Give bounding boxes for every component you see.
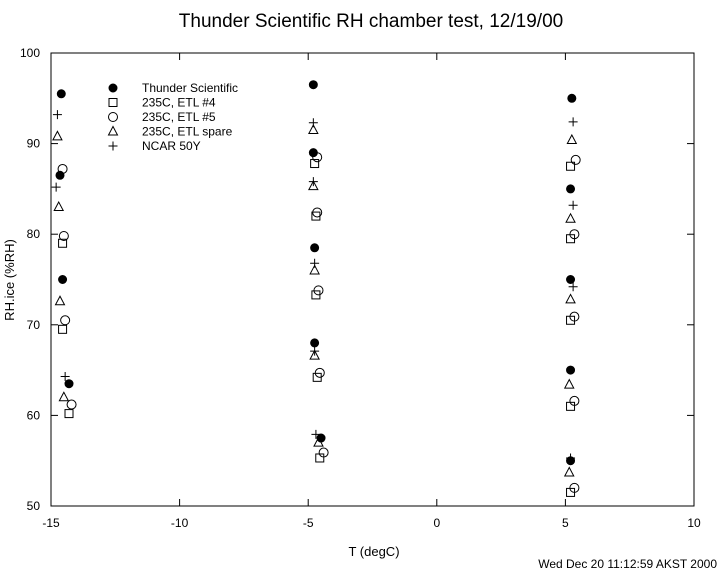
data-point [567, 185, 575, 193]
x-tick-label: -10 [170, 516, 189, 530]
data-point [310, 259, 319, 268]
legend-marker [109, 99, 117, 107]
data-point [569, 117, 578, 126]
data-point [567, 316, 575, 324]
y-tick-label: 90 [26, 136, 40, 151]
timestamp-footer: Wed Dec 20 11:12:59 AKST 2000 [538, 557, 717, 571]
data-point [568, 94, 576, 102]
data-point [53, 110, 62, 119]
y-tick-label: 50 [26, 499, 40, 513]
legend-marker [109, 113, 118, 122]
y-axis-label: RH.ice (%RH) [2, 239, 17, 321]
series-3 [53, 125, 576, 476]
legend [109, 81, 239, 153]
data-point [61, 316, 70, 325]
axis-ticks [20, 46, 701, 530]
data-point [567, 135, 576, 144]
data-point [54, 202, 63, 211]
data-point [309, 118, 318, 127]
data-point [67, 400, 76, 409]
data-point [566, 294, 575, 303]
data-point [52, 183, 61, 192]
legend-label: 235C, ETL #5 [142, 110, 216, 124]
data-point [53, 131, 62, 140]
data-point [571, 155, 580, 164]
data-point [65, 410, 73, 418]
data-point [59, 276, 67, 284]
y-tick-label: 80 [26, 227, 40, 242]
data-point [566, 214, 575, 223]
data-point [65, 380, 73, 388]
data-point [314, 286, 323, 295]
legend-marker [109, 84, 117, 92]
data-point [567, 366, 575, 374]
data-marks [52, 81, 581, 497]
legend-label: 235C, ETL #4 [142, 95, 216, 110]
legend-marker [109, 127, 118, 136]
series-4 [52, 110, 578, 462]
data-point [311, 339, 319, 347]
data-point [569, 201, 578, 210]
x-tick-label: 10 [687, 516, 701, 530]
data-point [59, 325, 67, 333]
x-tick-label: -15 [42, 516, 60, 530]
data-point [315, 368, 324, 377]
data-point [57, 90, 65, 98]
chart-title: Thunder Scientific RH chamber test, 12/19/00 [178, 11, 564, 32]
series-0 [56, 81, 576, 465]
x-tick-label: -5 [302, 516, 314, 530]
legend-label: Thunder Scientific [142, 81, 239, 95]
x-axis-label: T (degC) [348, 544, 400, 559]
data-point [310, 347, 319, 356]
x-tick-label: 5 [562, 516, 569, 530]
data-point [565, 380, 574, 389]
y-tick-label: 70 [26, 317, 40, 332]
data-point [59, 392, 68, 401]
y-tick-label: 60 [26, 408, 40, 423]
data-point [309, 81, 317, 89]
data-point [56, 296, 65, 305]
data-point [565, 467, 574, 476]
x-tick-label: 0 [433, 516, 441, 530]
legend-label: 235C, ETL spare [142, 124, 233, 139]
data-point [311, 244, 319, 252]
legend-label: NCAR 50Y [142, 139, 201, 153]
y-tick-label: 100 [19, 46, 40, 60]
legend-marker [109, 142, 118, 151]
data-point [309, 177, 318, 186]
